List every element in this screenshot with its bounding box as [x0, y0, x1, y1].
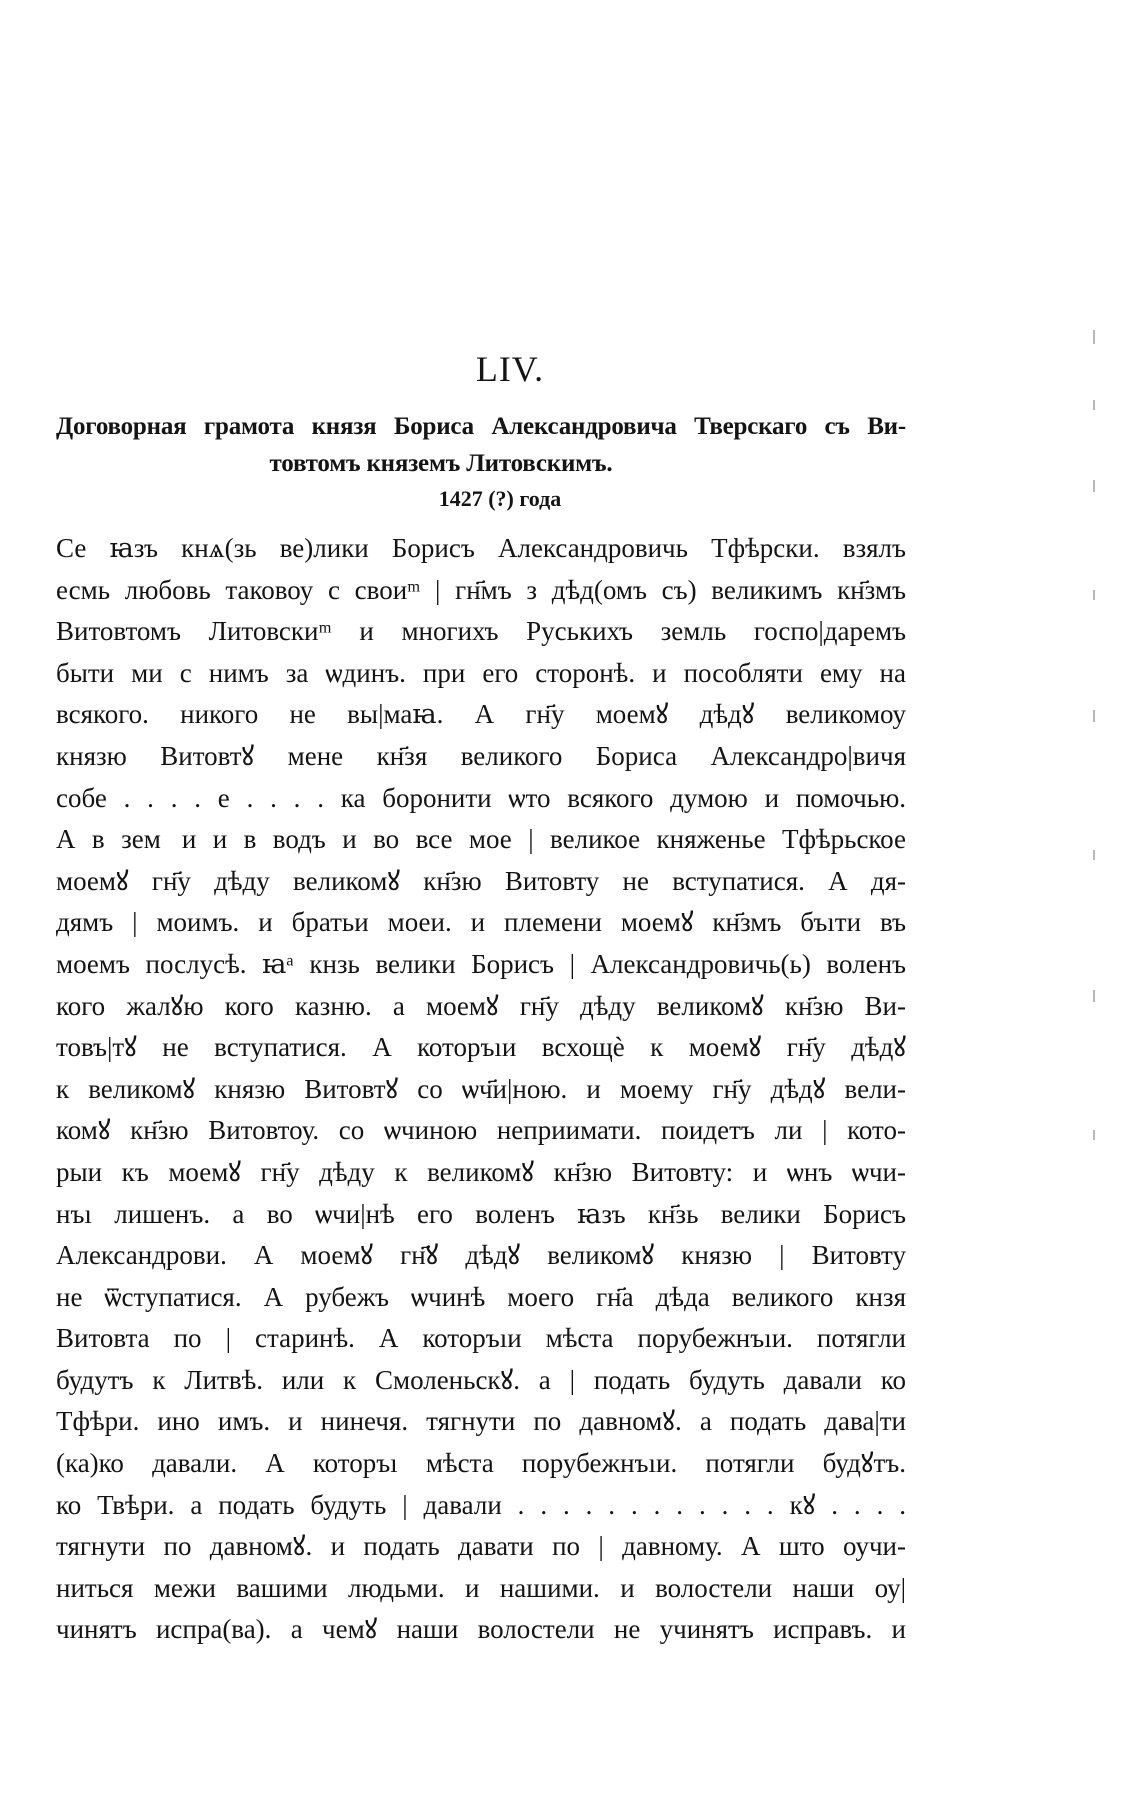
scan-mark	[1093, 710, 1095, 722]
body-line: Витовтомъ Литовскиᵐ и многихъ Руськихъ земль госпо|даремъ	[56, 616, 906, 647]
body-line: быти ми с нимъ за ѡдинъ. при его сторонѣ. и пособляти ему на	[56, 657, 906, 688]
scan-mark	[1093, 480, 1095, 492]
scan-mark	[1093, 330, 1095, 344]
body-line: моемꙋ гн҃у дѣду великомꙋ кн҃зю Витовту не вступатися. А дя-	[56, 865, 906, 896]
title-line: Договорная грамота князя Бориса Александровича Тверскаго съ Ви-	[56, 413, 906, 440]
scan-mark	[1093, 400, 1095, 410]
title-line: товтомъ княземъ Литовскимъ.	[269, 450, 613, 477]
document-body	[56, 528, 906, 1651]
body-line: ко Твѣри. а подать будуть | давали . . . . . . . . . . . . кꙋ . . . .	[56, 1489, 906, 1520]
body-line: нитьcя межи вашими людьми. и нашими. и волостели наши оу|	[56, 1572, 906, 1603]
body-line: чинятъ испра(ва). а чемꙋ наши волостели не учинятъ исправъ. и	[56, 1614, 906, 1645]
body-line: кого жалꙋю кого казню. а моемꙋ гн҃у дѣду великомꙋ кн҃зю Ви-	[56, 990, 906, 1021]
body-line: Александрови. А моемꙋ гн҃ꙋ дѣдꙋ великомꙋ князю | Витовту	[56, 1240, 906, 1271]
body-line: моемъ послусѣ. ꙗᵃ кнзь велики Борисъ | Александровичь(ь) воленъ	[56, 948, 906, 979]
margin-scan-marks	[1093, 330, 1097, 1230]
body-line: не ѿступатися. А рубежъ ѡчинѣ моего гн҃а дѣда великого кнзя	[56, 1281, 906, 1312]
body-line: (ка)ко давали. А которъı мѣста порубежнъıи. потягли будꙋтъ.	[56, 1448, 906, 1479]
section-numeral: LIV.	[475, 349, 545, 389]
scan-mark	[1093, 590, 1095, 600]
scan-mark	[1093, 990, 1095, 1002]
document-date: 1427 (?) года	[438, 486, 562, 511]
body-line: князю Витовтꙋ мене кн҃зя великого Бориса Александро|вичя	[56, 740, 906, 771]
body-line: А в земᷤи и в водъ и во все мое | великое княженье Тфѣрьское	[56, 824, 906, 855]
body-line: Витовта по | старинѣ. А которъıи мѣста порубежнъıи. потягли	[56, 1323, 906, 1354]
scan-mark	[1093, 1130, 1095, 1140]
body-line: тягнути по давномꙋ. и подать давати по | давному. А што оучи-	[56, 1531, 906, 1562]
body-line: будутъ к Литвѣ. или к Смоленьскꙋ. а | подать будуть давали ко	[56, 1364, 906, 1395]
body-line: к великомꙋ князю Витовтꙋ со ѡч҃и|ною. и моему гн҃у дѣдꙋ вели-	[56, 1073, 906, 1104]
body-line: нъı лишенъ. а во ѡчи|нѣ его воленъ ꙗзъ кн҃зь велики Борисъ	[56, 1198, 906, 1229]
body-line: дямъ | моимъ. и братьи моеи. и племени моемꙋ кн҃змъ бъıти въ	[56, 907, 906, 938]
body-line: есмь любовь таковоу с своиᵐ | гн҃мъ з дѣд(омъ съ) великимъ кн҃змъ	[56, 574, 906, 605]
body-line: товъ|тꙋ не вступатися. А которъıи всхощѐ к моемꙋ гн҃у дѣдꙋ	[56, 1032, 906, 1063]
document-title	[56, 408, 906, 482]
body-line: Се ꙗзъ кнѧ(зь ве)лики Борисъ Александровичь Тфѣрски. взялъ	[56, 533, 906, 563]
body-line: комꙋ кн҃зю Витовтоу. со ѡчиною неприимати. поидетъ ли | кото-	[56, 1115, 906, 1146]
body-line: Тфѣри. ино имъ. и нинечя. тягнути по давномꙋ. а подать дава|ти	[56, 1406, 906, 1437]
body-line: рыи къ моемꙋ гн҃у дѣду к великомꙋ кн҃зю Витовту: и ѡнъ ѡчи-	[56, 1156, 906, 1187]
body-line: всякого. никого не вы|маꙗ. А гн҃у моемꙋ дѣдꙋ великомоу	[56, 699, 906, 730]
body-line: собе . . . . е . . . . ка боронити ѡто всякого думою и помочью.	[56, 782, 906, 813]
scan-mark	[1093, 850, 1095, 860]
